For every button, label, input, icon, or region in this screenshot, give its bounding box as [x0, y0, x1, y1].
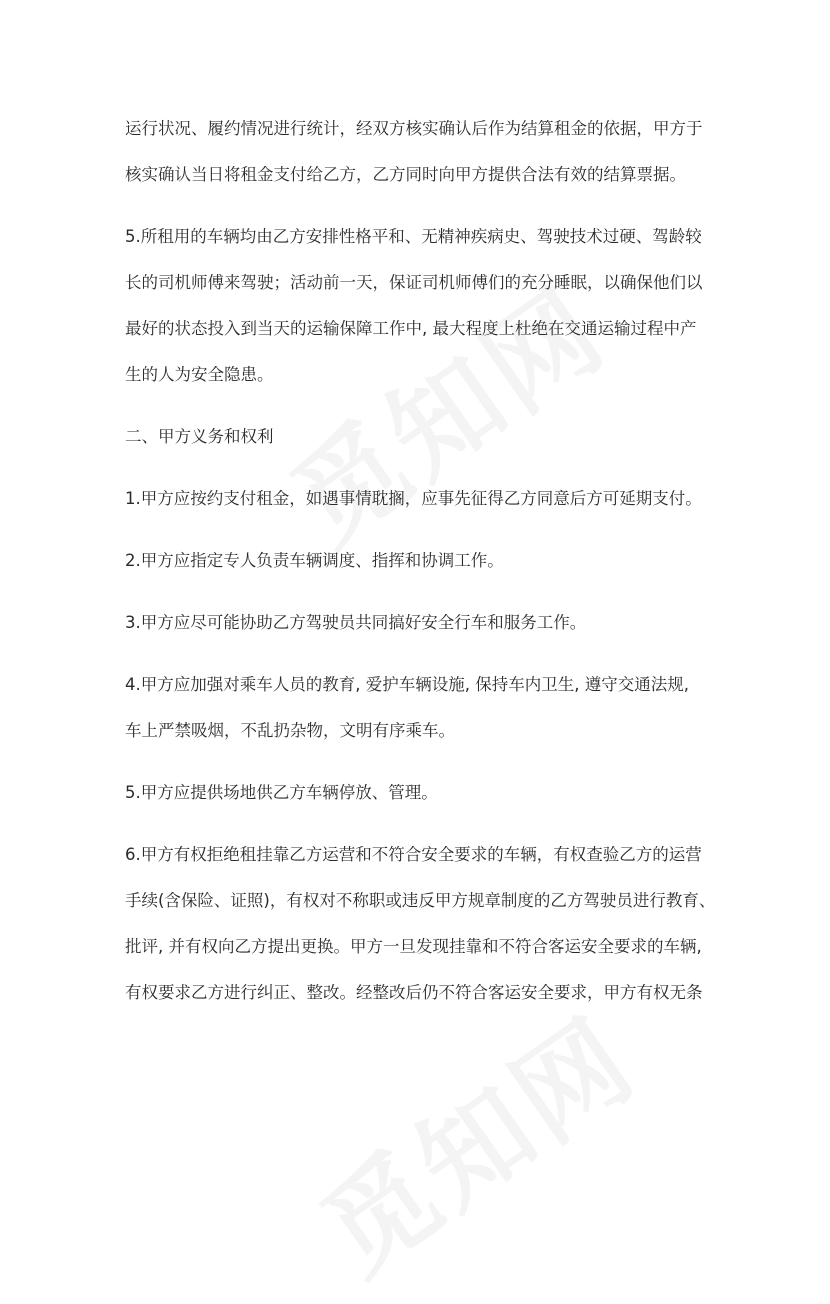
document-body: [125, 106, 715, 1032]
text-line: 核实确认当日将租金支付给乙方，乙方同时向甲方提供合法有效的结算票据。: [125, 165, 686, 184]
text-line: 有权要求乙方进行纠正、整改。经整改后仍不符合客运安全要求，甲方有权无条: [125, 983, 703, 1002]
text-line: 6.甲方有权拒绝租挂靠乙方运营和不符合安全要求的车辆，有权查验乙方的运营: [125, 845, 702, 864]
text-line: 3.甲方应尽可能协助乙方驾驶员共同搞好安全行车和服务工作。: [125, 613, 587, 632]
text-line: 生的人为安全隐患。: [125, 365, 274, 384]
text-line: 长的司机师傅来驾驶；活动前一天，保证司机师傅们的充分睡眠，以确保他们以: [125, 273, 703, 292]
text-line: 5.所租用的车辆均由乙方安排性格平和、无精神疾病史、驾驶技术过硬、驾龄较: [125, 227, 702, 246]
text-line: 批评, 并有权向乙方提出更换。甲方一旦发现挂靠和不符合客运安全要求的车辆,: [125, 937, 702, 956]
paragraph: [125, 476, 715, 522]
paragraph: [125, 106, 715, 198]
paragraph: [125, 538, 715, 584]
paragraph: [125, 662, 715, 754]
text-line: 最好的状态投入到当天的运输保障工作中, 最大程度上杜绝在交通运输过程中产: [125, 319, 697, 338]
section-heading: [125, 414, 715, 460]
paragraph: [125, 600, 715, 646]
paragraph: [125, 832, 715, 1016]
text-line: 车上严禁吸烟，不乱扔杂物，文明有序乘车。: [125, 721, 455, 740]
text-line: 运行状况、履约情况进行统计，经双方核实确认后作为结算租金的依据，甲方于: [125, 119, 703, 138]
paragraph: [125, 770, 715, 816]
text-line: 手续(含保险、证照)，有权对不称职或违反甲方规章制度的乙方驾驶员进行教育、: [125, 891, 716, 910]
text-line: 二、甲方义务和权利: [125, 427, 274, 446]
text-line: 2.甲方应指定专人负责车辆调度、指挥和协调工作。: [125, 551, 504, 570]
text-line: 4.甲方应加强对乘车人员的教育, 爱护车辆设施, 保持车内卫生, 遵守交通法规,: [125, 675, 689, 694]
text-line: 5.甲方应提供场地供乙方车辆停放、管理。: [125, 783, 438, 802]
paragraph: [125, 214, 715, 398]
text-line: 1.甲方应按约支付租金，如遇事情耽搁，应事先征得乙方同意后方可延期支付。: [125, 489, 702, 508]
